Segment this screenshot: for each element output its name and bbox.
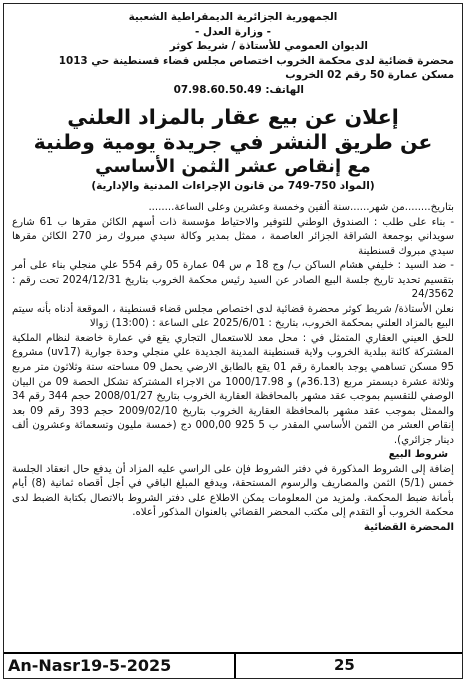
title-line-2: عن طريق النشر في جريدة يومية وطنية [33, 130, 433, 154]
sale-conditions-paragraph: إضافة إلى الشروط المذكورة في دفتر الشروط فإن على الراسي عليه المزاد أن يدفع حال انعقاد الجلسة خمس (5/1) الثمن والمصاريف والرسوم المستحقة، ويدفع المبلغ الباقي في أجل أقصاه ثمانية (8) أيام بأمانة ضبط المحكمة. ولمزيد من المعلومات يمكن الاطلاع على دفتر الشروط بالاتصال بكتابة الضبط لدى محكمة الخروب أو التقدم إلى مكتب المحضر القضائي بالعنوان المذكور أعلاه. [12, 463, 454, 519]
footer-divider [234, 654, 236, 678]
page-footer [4, 652, 462, 678]
requester-paragraph: - بناء على طلب : الصندوق الوطني للتوفير والاحتياط مؤسسة ذات أسهم الكائن مقرها ب 61 شارع سويداني بوجمعة الشراقة الجزائر العاصمة ، ممثل بمدير وكالة سيدي مبروك رمز 270 الكائن مقرها سيدي مبروك قسنطينة [12, 216, 454, 257]
announcement-content [12, 10, 454, 536]
court-line: محضرة قضائية لدى محكمة الخروب اختصاص مجلس قضاء قسنطينة حي 1013 [58, 54, 454, 67]
phone-line: الهاتف: 07.98.60.50.49 [173, 83, 304, 96]
letterhead [12, 10, 454, 97]
title-legal-reference: (المواد 750-749 من قانون الإجراءات المدنية والإدارية) [91, 180, 375, 192]
property-description-paragraph: للحق العيني العقاري المتمثل في : محل معد للاستعمال التجاري يقع في عمارة خاضعة لنظام الملكية المشتركة كائنة ببلدية الخروب ولاية قسنطينة المدينة الجديدة علي منجلي وحدة جوارية (uv17) مشروع 95 مسكن تساهمي يوجد بالعمارة رقم 01 يقع بالطابق الارضي يحمل 09 مساحته ستة وثلاثون متر مربع وثلاثة عشرة ديسمتر مربع (36.13م) و 1000/17.98 من الاجزاء المشتركة تشكل الحصة 09 من البيان الوصفي للتقسيم بموجب عقد مشهر بالمحافظة العقارية الخروب بتاريخ 2008/01/27 حجم 344 رقم 34 والممثل بموجب عقد مشهر بالمحافظة العقارية الخروب بتاريخ 2009/02/10 حجم 393 رقم 09 بعد إنقاص العشر من الثمن الأساسي المقدر ب 5 925 000,00 دج (خمسة مليون وتسعمائة وعشرون ألف دينار جزائري). [12, 332, 455, 446]
address-line: مسكن عمارة 50 رقم 02 الخروب [285, 69, 454, 81]
announcement-sheet [3, 3, 463, 679]
defendant-paragraph: - ضد السيد : خليفي هشام الساكن ب/ وج 18 م س 04 عمارة 05 رقم 554 علي منجلي بناء على أمر بتقسيم تحديد تاريخ جلسة البيع الصادر عن السيد رئيس محكمة الخروب بتاريخ 2024/12/31 تحت رقم : 24/3562 [12, 260, 454, 301]
announcement-body [12, 201, 454, 536]
page-number: 25 [334, 656, 355, 674]
sale-notice-paragraph: نعلن الأستاذة/ شريط كوثر محضرة قضائية لدى اختصاص مجلس قضاء قسنطينة ، الموقعة أدناه بأنه سيتم البيع بالمزاد العلني بمحكمة الخروب، بتاريخ : 2025/6/01 على الساعة : (13:00) زوالا [12, 303, 454, 330]
announcement-title [12, 105, 454, 194]
date-paragraph: بتاريخ........من شهر......سنة ألفين وخمسة وعشرين وعلى الساعة........ [148, 202, 454, 213]
title-line-1: إعلان عن بيع عقار بالمزاد العلني [67, 105, 399, 129]
ministry-line: - وزارة العدل - [195, 25, 271, 38]
title-line-3: مع إنقاص عشر الثمن الأساسي [95, 156, 371, 177]
republic-line: الجمهورية الجزائرية الديمقراطية الشعبية [128, 11, 338, 23]
sale-conditions-heading: شروط البيع [388, 449, 448, 461]
signature: المحضرة القضائية [363, 522, 454, 534]
office-line: الديوان العمومي للأستاذة / شريط كوثر [169, 40, 368, 52]
newspaper-reference: An-Nasr19-5-2025 [8, 656, 172, 675]
